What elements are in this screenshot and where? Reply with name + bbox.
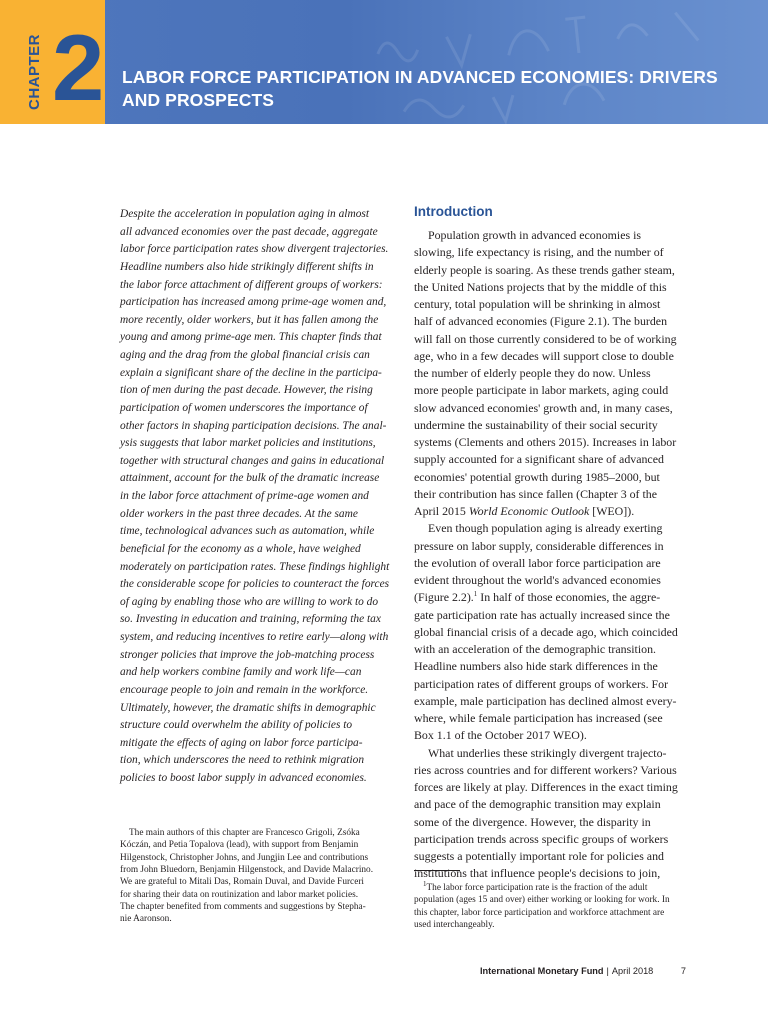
chapter-tab [0,0,105,124]
body-line: Box 1.1 of the October 2017 WEO). [414,728,587,743]
credit-line: The main authors of this chapter are Francesco Grigoli, Zsóka [129,828,360,838]
chapter-header-band [0,0,768,124]
body-line: supply accounted for a significant share of advanced [414,452,664,467]
credit-line: We are grateful to Mitali Das, Romain Duval, and Davide Furceri [120,877,364,888]
credit-line: Hilgenstock, Christopher Johns, and Jungjin Lee and contributions [120,852,369,863]
abstract-line: aging and the drag from the global financial crisis can [120,349,370,361]
body-line: global financial crisis of a decade ago, which coincided [414,624,678,639]
chapter-title-line: AND PROSPECTS [122,90,275,110]
abstract-line: Headline numbers also hide strikingly different shifts in [120,260,374,273]
body-text [414,227,686,883]
body-text-fragment: In half of those economies, the aggre- [477,590,661,605]
body-line: will fall on those currently considered to be of working [414,331,677,346]
credit-line: The chapter benefited from comments and suggestions by Stepha- [120,902,366,913]
abstract-line: system, and reducing incentives to retire early—along with [120,631,389,643]
chapter-label: CHAPTER [26,33,43,110]
abstract-line: tion of men during the past decade. However, the rising [120,384,373,397]
body-line: economies' potential growth during 1985–2000, but [414,469,660,484]
footer-separator: | [606,966,609,976]
chapter-title-line: LABOR FORCE PARTICIPATION IN ADVANCED ECONOMIES: DRIVERS [122,67,718,87]
body-line: the evolution of overall labor force participation are [414,555,661,570]
abstract-line: mitigate the effects of aging on labor force participa- [120,736,363,749]
paragraph-1 [414,227,686,503]
abstract-line: participation has increased among prime-age women and, [120,296,387,309]
abstract-line: all advanced economies over the past decade, aggregate [120,225,378,238]
publication-date: April 2018 [611,966,654,976]
abstract-line: explain a significant share of the decline in the participa- [120,366,382,379]
abstract-line: time, technological advances such as automation, while [120,525,375,538]
chapter-title [122,66,742,112]
body-line: age, who in a few decades will support close to double [414,348,674,363]
body-line: slow advanced economies' growth and, in many cases, [414,400,673,415]
body-line: pressure on labor supply, considerable differences in [414,538,664,553]
figure-reference: (Figure 2.2). [414,590,474,605]
body-line: their contribution has since fallen (Chapter 3 of the [414,486,658,501]
body-line: where, while female participation has increased (see [414,711,663,725]
body-line: Headline numbers also hide stark differences in the [414,659,658,674]
abstract-line: together with structural changes and gains in educational [120,454,385,467]
paragraph-2 [414,520,686,589]
body-line: participation trends across specific groups of workers [414,831,669,846]
abstract-line: beneficial for the economy as a whole, have weighed [120,542,361,555]
credit-line: Kóczán, and Petia Topalova (lead), with support from Benjamin [120,840,359,851]
footnote-text: The labor force participation rate is the fraction of the adult [426,883,648,893]
abstract-line: policies to boost labor supply in advanced economies. [120,772,367,784]
abstract-line: Despite the acceleration in population aging in almost [120,208,369,220]
body-line: systems (Clements and others 2015). Increases in labor [414,435,677,449]
body-line: institutions that influence people's decisions to join, [414,866,661,881]
footnote-divider [414,870,460,871]
body-line: and pace of the demographic transition may explain [414,797,661,812]
publisher-name: International Monetary Fund [480,966,604,976]
footnote-marker: 1 [473,590,478,599]
abstract-line: Ultimately, however, the dramatic shifts in demographic [120,701,376,714]
body-line: undermine the sustainability of their social security [414,417,658,432]
paragraph-3 [414,745,686,883]
abstract-line: the labor force attachment of different groups of workers: [120,278,383,291]
abstract-line: and help workers combine family and work life—can [120,666,362,679]
footnote-line: used interchangeably. [414,920,495,931]
body-line: evident throughout the world's advanced economies [414,573,661,587]
page-number: 7 [680,966,686,976]
credit-line: nie Aaronson. [120,914,172,925]
body-line: with an acceleration of the demographic transition. [414,642,657,656]
footnote-line [414,879,686,894]
body-text-fragment: [WEO]). [589,504,635,518]
body-line: ries across countries and for different workers? Various [414,762,677,777]
footnote [414,879,686,932]
body-line: participation rates of different groups of workers. For [414,676,669,691]
abstract-line: so. Investing in education and training, reforming the tax [120,613,381,626]
body-line [414,503,686,520]
body-line: the number of elderly people they do now. Unless [414,366,651,380]
footnote-line: population (ages 15 and over) either working or looking for work. In [414,895,670,906]
abstract-line: more recently, older workers, but it has fallen among the [120,313,379,326]
body-line: half of advanced economies (Figure 2.1). The burden [414,314,668,329]
abstract-line: attainment, account for the bulk of the dramatic increase [120,472,380,485]
body-line: gate participation rate has actually increased since the [414,607,670,622]
body-line: some of the divergence. However, the disparity in [414,814,651,829]
abstract-line: stronger policies that improve the job-matching process [120,648,375,661]
body-text-fragment: April 2015 [414,504,469,518]
body-line [414,589,686,606]
running-footer [480,966,686,976]
chapter-abstract [120,206,392,788]
body-line: forces are likely at play. Differences in the exact timing [414,780,678,794]
body-line: example, male participation has declined almost every- [414,693,677,708]
abstract-line: the considerable scope for policies to counteract the forces [120,578,390,591]
abstract-line: encourage people to join and remain in the workforce. [120,683,369,696]
abstract-line: moderately on participation rates. These findings highlight [120,560,390,573]
body-line: Population growth in advanced economies is [428,228,641,242]
abstract-line: labor force participation rates show divergent trajectories. [120,243,389,256]
abstract-line: tion, which underscores the need to rethink migration [120,754,365,767]
body-line: What underlies these strikingly divergent trajecto- [428,745,667,760]
body-line: slowing, life expectancy is rising, and the number of [414,245,664,260]
footnote-number: 1 [423,879,427,888]
body-line: elderly people is soaring. As these trends gather steam, [414,262,675,277]
section-heading: Introduction [414,204,493,219]
abstract-line: older workers in the past three decades. At the same [120,507,358,520]
author-credits-note [120,827,392,926]
abstract-line: ysis suggests that labor market policies and institutions, [120,437,376,450]
body-line: the United Nations projects that by the middle of this [414,279,667,294]
paragraph-2-continued [414,607,686,745]
body-line: more people participate in labor markets, aging could [414,383,669,398]
body-line: century, total population will be shrinking in almost [414,297,661,311]
chapter-number: 2 [52,15,105,120]
footnote-line: this chapter, labor force participation and workforce attachment are [414,907,665,918]
abstract-line: participation of women underscores the importance of [120,401,368,414]
abstract-line: of aging by enabling those who are willing to work to do [120,595,379,608]
abstract-line: young and among prime-age men. This chapter finds that [120,331,382,344]
credit-line: from John Bluedorn, Benjamin Hilgenstock, and Davide Malacrino. [120,865,374,876]
abstract-line: other factors in shaping participation decisions. The anal- [120,419,387,432]
credit-line: for sharing their data on routinization and labor market policies. [120,889,359,900]
body-line: Even though population aging is already exerting [428,521,663,536]
body-line: suggests a potentially important role for policies and [414,849,664,863]
publication-title-italic: World Economic Outlook [468,504,590,518]
abstract-line: in the labor force attachment of prime-age women and [120,490,369,502]
abstract-line: structure could overwhelm the ability of policies to [120,719,353,732]
